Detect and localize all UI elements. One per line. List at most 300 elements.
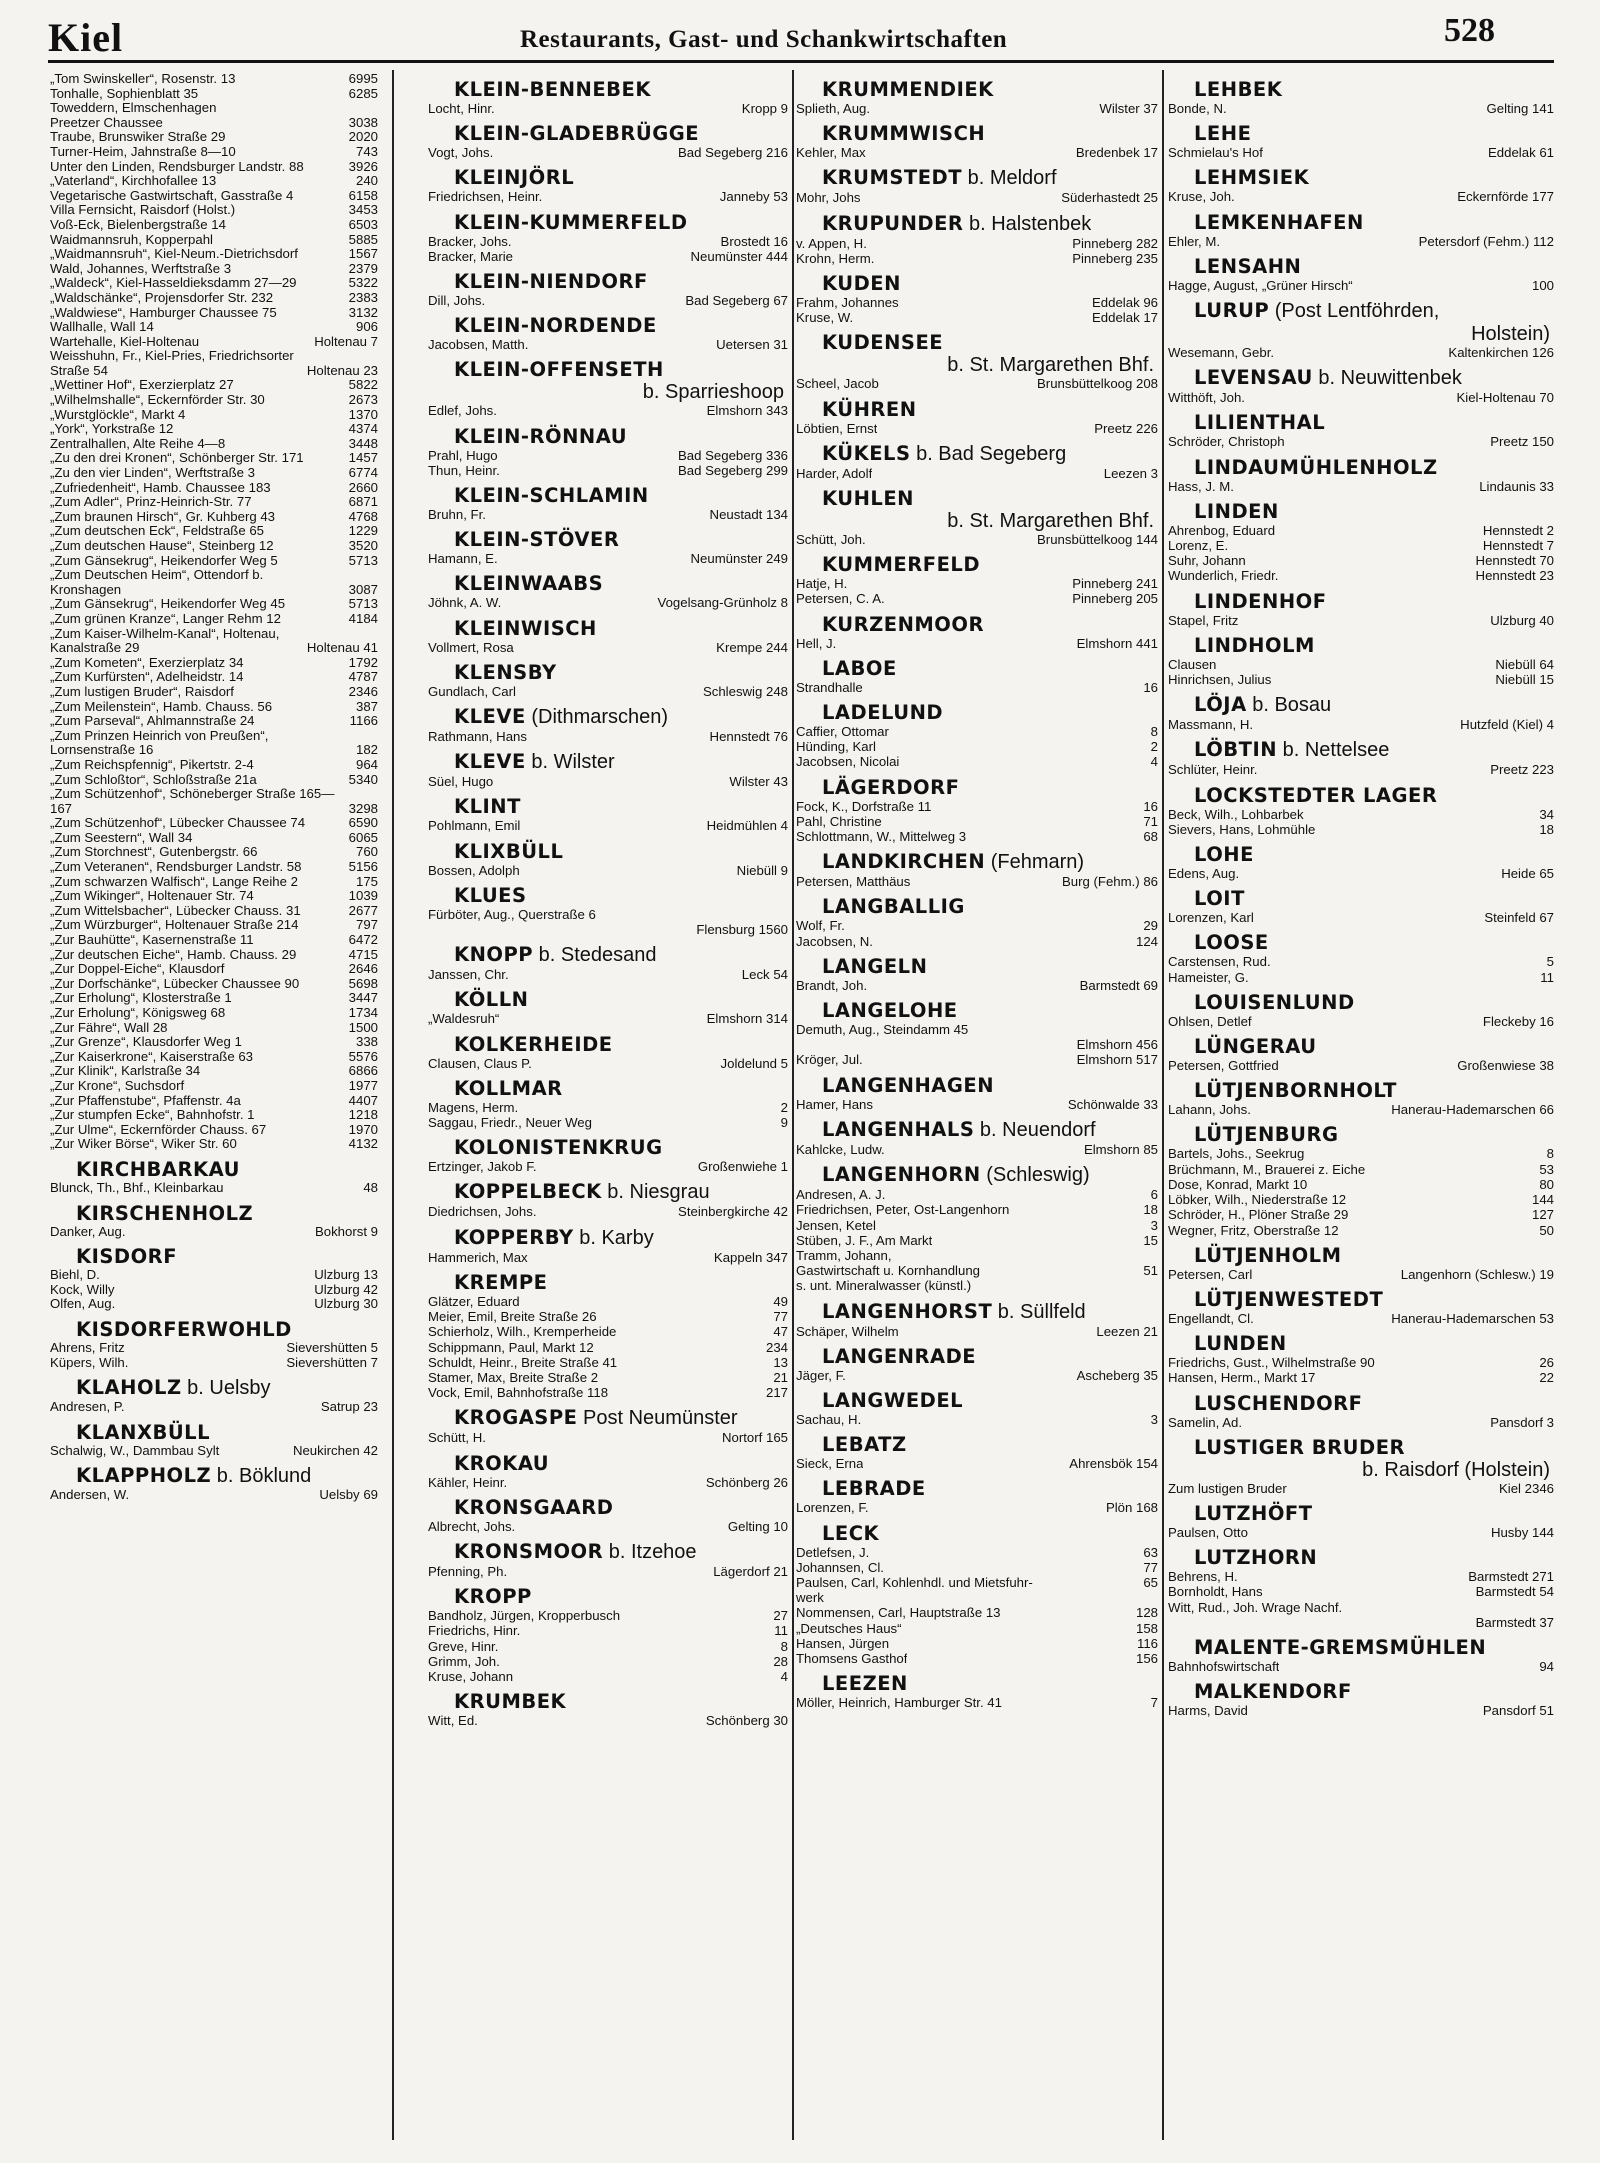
entry-phone: 49 — [773, 1293, 788, 1309]
place-heading: LILIENTHAL — [1194, 411, 1326, 435]
entry-phone: 3448 — [348, 435, 378, 451]
entry-name: Danker, Aug. — [50, 1223, 126, 1239]
place-postal-note: (Dithmarschen) — [525, 706, 669, 729]
place-heading: MALENTE-GREMSMÜHLEN — [1194, 1635, 1487, 1659]
listing-entry — [428, 1340, 788, 1355]
entry-phone: 9 — [780, 1115, 788, 1131]
listing-entry — [796, 295, 1158, 310]
entry-name: Thomsens Gasthof — [796, 1650, 908, 1666]
entry-name: Andresen, A. J. — [796, 1187, 886, 1203]
entry-name: Splieth, Aug. — [796, 101, 871, 116]
entry-phone: 80 — [1539, 1176, 1554, 1192]
entry-name: Bracker, Marie — [428, 248, 514, 264]
place-postal-note: b. Stedesand — [533, 944, 657, 967]
entry-phone: 6472 — [348, 932, 378, 948]
entry-phone: 71 — [1143, 813, 1158, 829]
listing-entry — [50, 276, 378, 291]
entry-phone: Eddelak 96 — [1092, 295, 1158, 311]
entry-phone: 158 — [1135, 1620, 1158, 1636]
listing-entry — [428, 595, 788, 610]
place-postal-note: b. Karby — [573, 1226, 654, 1249]
listing-entry — [50, 1181, 378, 1196]
entry-name: Schalwig, W., Dammbau Sylt — [50, 1442, 220, 1458]
place-heading: KUHLEN — [822, 487, 914, 511]
listing-entry — [1168, 1146, 1554, 1161]
entry-phone: Großenwiehe 1 — [697, 1159, 788, 1175]
entry-name: Küpers, Wilh. — [50, 1354, 129, 1370]
listing-entry — [428, 1623, 788, 1638]
entry-phone: 3926 — [348, 158, 378, 174]
listing-entry — [50, 729, 378, 758]
entry-name: Kehler, Max — [796, 145, 866, 161]
directory-column-1 — [50, 72, 378, 2142]
entry-name: „Zum Schützenhof“, Schöneberger Straße 165—167 — [50, 786, 335, 816]
listing-entry — [796, 1636, 1158, 1651]
place-heading: LEMKENHAFEN — [1194, 210, 1364, 234]
listing-entry — [50, 218, 378, 233]
entry-phone: Hennstedt 23 — [1475, 568, 1554, 584]
entry-name: Schäper, Wilhelm — [796, 1323, 899, 1339]
entry-name: Caffier, Ottomar — [796, 724, 889, 740]
entry-name: Hansen, Herm., Markt 17 — [1168, 1370, 1316, 1386]
place-heading: KISDORF — [76, 1245, 178, 1269]
entry-name: Strandhalle — [796, 679, 863, 695]
entry-phone: 5576 — [348, 1048, 378, 1064]
entry-phone: 1166 — [349, 713, 378, 729]
listing-entry — [50, 306, 378, 321]
entry-name: „Zur Doppel-Eiche“, Klausdorf — [50, 961, 225, 977]
place-heading: LANGENHORN (Schleswig) — [822, 1163, 1090, 1187]
listing-entry — [428, 337, 788, 352]
place-heading: LECK — [822, 1521, 880, 1545]
directory-column-3 — [796, 72, 1158, 2142]
listing-entry — [428, 1639, 788, 1654]
entry-phone: 68 — [1143, 829, 1158, 845]
place-heading: KREMPE — [454, 1270, 548, 1294]
listing-entry — [1168, 189, 1554, 204]
place-postal-note: b. St. Margarethen Bhf. — [947, 510, 1154, 533]
entry-name: Schütt, H. — [428, 1430, 486, 1446]
listing-entry — [796, 1500, 1158, 1515]
entry-name: Krohn, Herm. — [796, 250, 875, 266]
entry-phone: Ulzburg 42 — [314, 1281, 378, 1297]
listing-entry — [428, 249, 788, 264]
listing-entry — [796, 1218, 1158, 1233]
entry-name: Ehler, M. — [1168, 233, 1221, 249]
listing-entry — [796, 190, 1158, 205]
entry-name: Bossen, Adolph — [428, 862, 520, 878]
entry-phone: Heidmühlen 4 — [706, 818, 788, 834]
listing-entry — [50, 262, 378, 277]
entry-name: Schröder, H., Plöner Straße 29 — [1168, 1207, 1349, 1223]
entry-phone: Heide 65 — [1501, 866, 1554, 882]
listing-entry — [796, 1605, 1158, 1620]
place-heading: LOUISENLUND — [1194, 990, 1355, 1014]
entry-phone: Fleckeby 16 — [1482, 1013, 1554, 1029]
listing-entry — [1168, 1525, 1554, 1540]
entry-name: Pahl, Christine — [796, 813, 882, 829]
listing-entry — [796, 1651, 1158, 1666]
place-heading: LEVENSAU b. Neuwittenbek — [1194, 366, 1462, 390]
entry-name: Saggau, Friedr., Neuer Weg — [428, 1115, 592, 1131]
entry-phone: Bad Segeberg 299 — [678, 462, 788, 478]
entry-phone: Barmstedt 271 — [1468, 1569, 1554, 1585]
entry-name: Bahnhofswirtschaft — [1168, 1658, 1280, 1674]
place-heading: LÖJA b. Bosau — [1194, 693, 1332, 717]
entry-phone: Bad Segeberg 67 — [685, 293, 788, 309]
entry-name: Scheel, Jacob — [796, 376, 879, 392]
listing-entry — [796, 310, 1158, 325]
entry-phone: 48 — [363, 1179, 378, 1195]
listing-entry — [50, 101, 378, 116]
listing-entry — [50, 1035, 378, 1050]
entry-phone: Kiel-Holtenau 70 — [1456, 390, 1554, 406]
place-heading: KRONSGAARD — [454, 1495, 614, 1519]
place-heading: KLEIN-STÖVER — [454, 528, 620, 552]
entry-phone: Ulzburg 40 — [1490, 612, 1554, 628]
listing-entry — [796, 1621, 1158, 1636]
entry-name: Johannsen, Cl. — [796, 1559, 884, 1575]
entry-name: Hünding, Karl — [796, 739, 876, 755]
directory-column-2 — [428, 72, 788, 2142]
entry-name: Toweddern, Elmschenhagen — [50, 100, 217, 116]
entry-name: „Zum deutschen Hause“, Steinberg 12 — [50, 538, 274, 553]
place-heading: LÜTJENWESTEDT — [1194, 1287, 1384, 1311]
entry-name: Gastwirtschaft u. Kornhandlung — [796, 1263, 980, 1279]
listing-entry — [50, 962, 378, 977]
place-heading: KÜKELS b. Bad Segeberg — [822, 441, 1067, 465]
entry-phone: 6995 — [348, 72, 378, 86]
listing-entry — [428, 1115, 788, 1130]
listing-entry — [428, 1324, 788, 1339]
entry-phone: 100 — [1531, 277, 1554, 293]
entry-name: „York“, Yorkstraße 12 — [50, 421, 174, 437]
place-heading: KLEIN-NIENDORF — [454, 270, 648, 294]
listing-entry — [428, 1294, 788, 1309]
entry-name: Detlefsen, J. — [796, 1544, 870, 1560]
entry-phone: Lindaunis 33 — [1479, 478, 1554, 494]
entry-phone: Janneby 53 — [719, 189, 788, 205]
listing-entry — [50, 1137, 378, 1152]
place-heading: KROGASPE Post Neumünster — [454, 1406, 738, 1430]
entry-name: Weisshuhn, Fr., Kiel-Pries, Friedrichsorter Straße 54 — [50, 348, 294, 378]
entry-name: Witt, Rud., Joh. Wrage Nachf. — [1168, 1599, 1343, 1615]
entry-name: „Zum Veteranen“, Rendsburger Landstr. 58 — [50, 859, 302, 875]
entry-name: „Zum grünen Kranze“, Langer Rehm 12 — [50, 610, 281, 626]
entry-name: Kröger, Jul. — [796, 1052, 863, 1068]
entry-phone: 4184 — [348, 610, 378, 626]
entry-phone: Brunsbüttelkoog 144 — [1037, 532, 1158, 548]
entry-name: Friedrichsen, Heinr. — [428, 189, 543, 205]
entry-phone: Hutzfeld (Kiel) 4 — [1460, 717, 1554, 733]
entry-name: Bonde, N. — [1168, 101, 1227, 116]
entry-name: Fock, K., Dorfstraße 11 — [796, 798, 932, 814]
entry-phone: Pinneberg 282 — [1072, 235, 1158, 251]
section-heading: Restaurants, Gast- und Schankwirtschaften — [520, 26, 1008, 53]
listing-entry — [50, 466, 378, 481]
entry-name: Friedrichsen, Peter, Ost-Langenhorn — [796, 1202, 1010, 1218]
entry-phone: 4787 — [348, 669, 378, 685]
listing-entry — [796, 754, 1158, 769]
place-heading: LUTZHÖFT — [1194, 1501, 1313, 1525]
entry-phone: Flensburg 1560 — [696, 922, 788, 938]
entry-name: Hagge, August, „Grüner Hirsch“ — [1168, 277, 1353, 293]
entry-phone: Eddelak 17 — [1092, 310, 1158, 326]
listing-entry — [50, 1444, 378, 1459]
entry-name: „Waldesruh“ — [428, 1011, 500, 1027]
listing-entry — [428, 463, 788, 478]
entry-name: Petersen, Gottfried — [1168, 1058, 1279, 1074]
entry-name: „Zum deutschen Eck“, Feldstraße 65 — [50, 523, 265, 539]
listing-entry — [428, 1654, 788, 1669]
listing-entry — [428, 1204, 788, 1219]
entry-phone: Wilster 43 — [729, 774, 788, 790]
entry-name: Tramm, Johann, — [796, 1247, 892, 1263]
entry-name: „Zum Gänsekrug“, Heikendorfer Weg 45 — [50, 596, 286, 612]
entry-phone: Lägerdorf 21 — [713, 1563, 788, 1579]
entry-name: Jacobsen, Matth. — [428, 337, 529, 353]
listing-entry — [50, 1050, 378, 1065]
entry-name: Kruse, Johann — [428, 1668, 514, 1684]
entry-phone: 8 — [1150, 724, 1158, 740]
entry-phone: 387 — [355, 698, 378, 714]
entry-name: Janssen, Chr. — [428, 967, 509, 983]
place-postal-note: b. Itzehoe — [603, 1540, 697, 1563]
entry-phone: 156 — [1135, 1650, 1158, 1666]
listing-entry — [50, 948, 378, 963]
listing-entry — [50, 539, 378, 554]
entry-phone: 29 — [1143, 918, 1158, 934]
entry-name: Unter den Linden, Rendsburger Landstr. 88 — [50, 158, 304, 174]
entry-phone: Ascheberg 35 — [1076, 1367, 1158, 1383]
listing-entry — [1168, 538, 1554, 553]
listing-entry — [1168, 1311, 1554, 1326]
listing-entry — [428, 1475, 788, 1490]
entry-name: Ahrens, Fritz — [50, 1339, 125, 1355]
entry-phone: 128 — [1135, 1605, 1158, 1621]
listing-entry — [50, 495, 378, 510]
place-heading: KLEIN-GLADEBRÜGGE — [454, 122, 700, 146]
entry-phone: 124 — [1135, 933, 1158, 949]
place-heading: KUDENSEE — [822, 331, 944, 355]
entry-name: Dose, Konrad, Markt 10 — [1168, 1176, 1308, 1192]
entry-name: Hamann, E. — [428, 551, 498, 567]
place-heading: KLEIN-OFFENSETH — [454, 358, 664, 382]
listing-entry — [50, 875, 378, 890]
place-heading: KRUMMWISCH — [822, 122, 986, 146]
place-heading: LÖBTIN b. Nettelsee — [1194, 738, 1390, 762]
entry-phone: Petersdorf (Fehm.) 112 — [1418, 233, 1554, 249]
entry-name: Glätzer, Eduard — [428, 1293, 520, 1309]
listing-entry — [796, 1456, 1158, 1471]
listing-entry — [428, 145, 788, 160]
entry-name: „Waldschänke“, Projensdorfer Str. 232 — [50, 289, 274, 305]
listing-entry — [796, 1233, 1158, 1248]
entry-phone: Elmshorn 441 — [1076, 635, 1158, 651]
listing-entry — [50, 408, 378, 423]
listing-entry — [50, 510, 378, 525]
place-postal-note: b. Neuendorf — [974, 1118, 1096, 1141]
listing-entry — [428, 1355, 788, 1370]
place-heading: LANGENHORST b. Süllfeld — [822, 1299, 1086, 1323]
entry-name: „Tom Swinskeller“, Rosenstr. 13 — [50, 72, 236, 86]
place-heading: KUDEN — [822, 272, 901, 296]
entry-name: Lorenzen, Karl — [1168, 910, 1254, 926]
place-heading: KLEINJÖRL — [454, 166, 575, 190]
place-heading: KLAPPHOLZ b. Böklund — [76, 1464, 312, 1488]
entry-phone: Neustadt 134 — [709, 507, 788, 523]
entry-phone: Neukirchen 42 — [292, 1442, 378, 1458]
entry-name: „Zu den drei Kronen“, Schönberger Str. 171 — [50, 450, 304, 466]
entry-name: Brandt, Joh. — [796, 977, 868, 993]
entry-phone: 53 — [1539, 1161, 1554, 1177]
place-heading: KOPPELBECK b. Niesgrau — [454, 1180, 710, 1204]
entry-phone: Hennstedt 2 — [1482, 522, 1554, 538]
entry-phone: Gelting 10 — [727, 1518, 788, 1534]
listing-entry — [50, 349, 378, 378]
entry-name: Vegetarische Gastwirtschaft, Gasstraße 4 — [50, 187, 294, 203]
entry-name: „Zum Kurfürsten“, Adelheidstr. 14 — [50, 669, 244, 685]
place-heading: KIRCHBARKAU — [76, 1157, 240, 1181]
entry-phone: Nortorf 165 — [722, 1430, 788, 1446]
listing-entry — [1168, 717, 1554, 732]
entry-phone: 175 — [355, 873, 378, 889]
listing-entry — [796, 1187, 1158, 1202]
listing-entry — [50, 758, 378, 773]
place-postal-note: b. Sparrieshoop — [642, 381, 784, 404]
entry-name: Diedrichsen, Johs. — [428, 1204, 537, 1220]
listing-entry — [50, 1488, 378, 1503]
place-heading: KLEIN-NORDENDE — [454, 314, 657, 338]
entry-name: „Zur Kaiserkrone“, Kaiserstraße 63 — [50, 1048, 254, 1064]
listing-entry — [1168, 1615, 1554, 1630]
place-postal-note: Holstein) — [1471, 323, 1550, 346]
entry-name: „Zum Würzburger“, Holtenauer Straße 214 — [50, 917, 299, 933]
entry-name: „Wurstglöckle“, Markt 4 — [50, 406, 186, 422]
entry-name: „Zufriedenheit“, Hamb. Chaussee 183 — [50, 479, 271, 495]
entry-name: Andersen, W. — [50, 1487, 130, 1503]
listing-entry — [50, 787, 378, 816]
listing-entry — [1168, 523, 1554, 538]
place-heading: LEHMSIEK — [1194, 166, 1310, 190]
listing-entry — [50, 451, 378, 466]
entry-phone: 3453 — [348, 202, 378, 218]
place-heading: KUMMERFELD — [822, 553, 981, 577]
place-heading: KIRSCHENHOLZ — [76, 1201, 254, 1225]
entry-phone: 964 — [355, 756, 378, 772]
entry-phone: 5885 — [348, 231, 378, 247]
listing-entry — [428, 1713, 788, 1728]
entry-name: „Zum Reichspfennig“, Pikertstr. 2-4 — [50, 756, 254, 772]
place-heading: KLEVE b. Wilster — [454, 750, 615, 774]
listing-entry — [428, 863, 788, 878]
entry-phone: Neumünster 249 — [690, 551, 788, 567]
listing-entry — [796, 1097, 1158, 1112]
entry-phone: 65 — [1143, 1574, 1158, 1590]
listing-entry — [1168, 1223, 1554, 1238]
listing-entry — [50, 189, 378, 204]
entry-phone: 18 — [1539, 821, 1554, 837]
entry-name: Greve, Hinr. — [428, 1638, 499, 1654]
entry-name: Witthöft, Joh. — [1168, 390, 1245, 406]
listing-entry — [1168, 390, 1554, 405]
entry-phone: Leezen 3 — [1103, 465, 1158, 481]
entry-phone: Elmshorn 314 — [706, 1011, 788, 1027]
directory-column-4 — [1168, 72, 1554, 2142]
entry-phone: 5156 — [348, 859, 378, 875]
entry-phone: 2020 — [348, 129, 378, 145]
listing-entry — [50, 656, 378, 671]
entry-phone: Husby 144 — [1490, 1524, 1554, 1540]
entry-name: „Zur Ulme“, Eckernförder Chauss. 67 — [50, 1121, 267, 1137]
place-postal-note: b. Meldorf — [962, 167, 1057, 190]
page-header — [0, 0, 1600, 62]
entry-phone: 13 — [773, 1354, 788, 1370]
listing-entry — [50, 773, 378, 788]
entry-phone: Steinfeld 67 — [1484, 910, 1554, 926]
entry-name: Brüchmann, M., Brauerei z. Eiche — [1168, 1161, 1366, 1177]
column-divider — [792, 70, 794, 2140]
place-heading: LEBATZ — [822, 1433, 907, 1457]
entry-name: Schuldt, Heinr., Breite Straße 41 — [428, 1354, 618, 1370]
entry-name: „Zum Kometen“, Exerzierplatz 34 — [50, 654, 244, 670]
listing-entry — [796, 724, 1158, 739]
listing-entry — [50, 116, 378, 131]
listing-entry — [428, 1430, 788, 1445]
entry-phone: 5713 — [348, 552, 378, 568]
entry-phone: 1734 — [348, 1005, 378, 1020]
entry-phone: Plön 168 — [1105, 1500, 1158, 1516]
entry-phone: Leezen 21 — [1096, 1323, 1158, 1339]
listing-entry — [796, 591, 1158, 606]
listing-entry — [428, 1370, 788, 1385]
listing-entry — [796, 799, 1158, 814]
entry-name: Mohr, Johs — [796, 190, 861, 206]
entry-phone: Ulzburg 13 — [314, 1267, 378, 1283]
listing-entry — [428, 189, 788, 204]
entry-phone: Eckernförde 177 — [1457, 189, 1554, 205]
entry-name: Möller, Heinrich, Hamburger Str. 41 — [796, 1695, 1002, 1711]
page-number: 528 — [1444, 12, 1495, 49]
entry-name: „Zur Klinik“, Karlstraße 34 — [50, 1063, 201, 1079]
listing-entry — [796, 421, 1158, 436]
listing-entry — [1168, 1207, 1554, 1222]
place-heading: LANGBALLIG — [822, 895, 965, 919]
place-heading: LEHE — [1194, 122, 1252, 146]
place-heading: LÜTJENBURG — [1194, 1123, 1339, 1147]
entry-phone: 50 — [1539, 1222, 1554, 1238]
entry-name: „Zur Erholung“, Königsweg 68 — [50, 1005, 226, 1020]
entry-phone: 3 — [1150, 1217, 1158, 1233]
entry-phone: 3087 — [348, 581, 378, 597]
place-postal-note: b. Bosau — [1246, 694, 1332, 717]
listing-entry — [1168, 1481, 1554, 1496]
place-heading: LINDHOLM — [1194, 633, 1315, 657]
listing-entry — [50, 524, 378, 539]
listing-entry — [796, 576, 1158, 591]
entry-phone: Bad Segeberg 336 — [678, 447, 788, 463]
entry-phone: 6774 — [348, 465, 378, 481]
entry-phone: Schönwalde 33 — [1067, 1096, 1158, 1112]
listing-entry — [50, 160, 378, 175]
entry-phone: Kaltenkirchen 126 — [1448, 345, 1554, 361]
listing-entry — [428, 507, 788, 522]
place-heading: LUTZHORN — [1194, 1546, 1318, 1570]
entry-phone: Steinbergkirche 42 — [678, 1204, 788, 1220]
entry-phone: Hennstedt 70 — [1475, 553, 1554, 569]
entry-name: „Zur Grenze“, Klausdorfer Weg 1 — [50, 1034, 242, 1050]
entry-name: Jöhnk, A. W. — [428, 595, 502, 611]
